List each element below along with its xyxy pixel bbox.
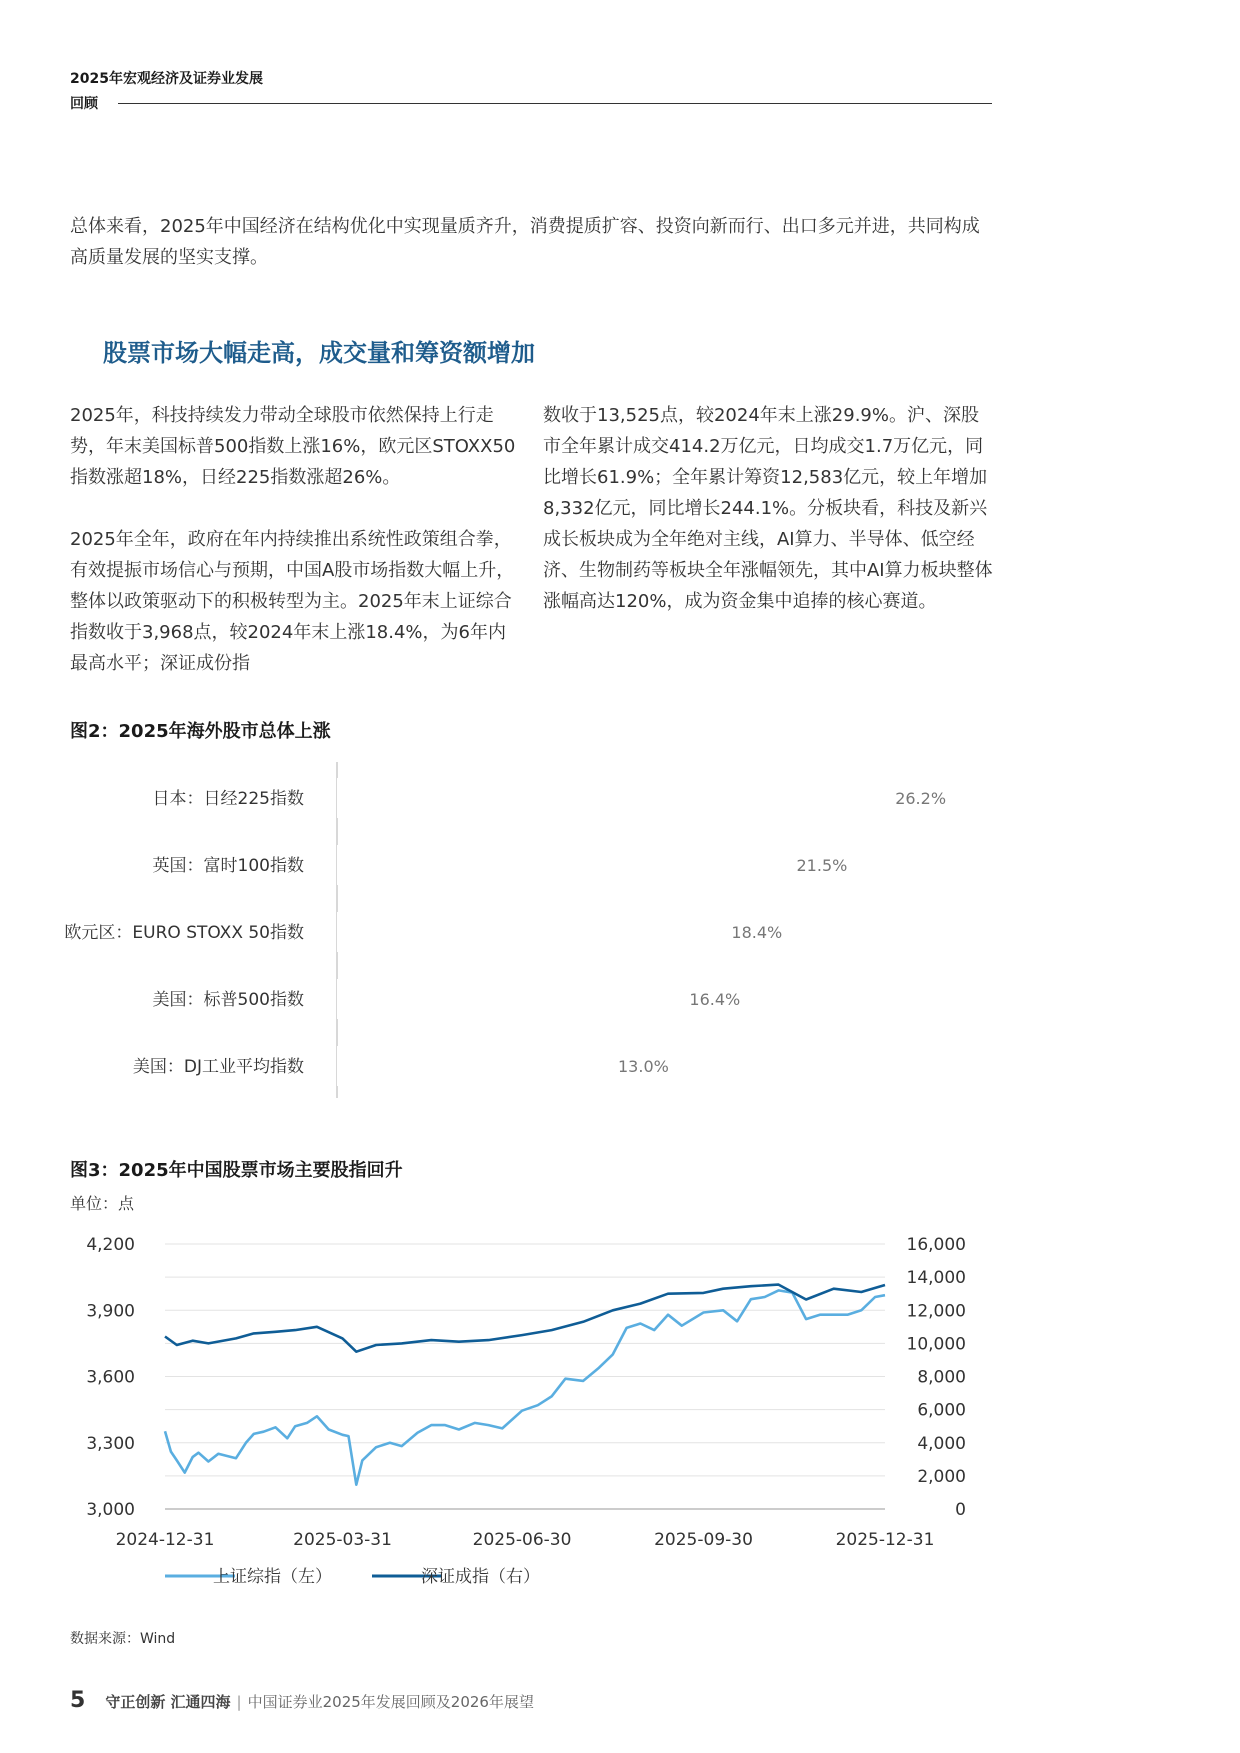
line-chart-unit-label: 单位：点 [70,1195,135,1213]
x-tick-label: 2024-12-31 [115,1530,215,1550]
figure2-title: 图2：2025年海外股市总体上涨 [70,721,331,742]
header-title-line2: 回顾 [70,96,98,112]
y-right-tick-label: 8,000 [917,1367,966,1388]
y-left-tick-label: 3,300 [86,1433,135,1454]
legend-label: 深证成指（右） [421,1567,540,1587]
y-right-tick-label: 16,000 [906,1235,966,1255]
section-title: 股票市场大幅走高，成交量和筹资额增加 [103,339,535,367]
bar [337,845,789,885]
y-left-tick-label: 3,000 [86,1500,135,1520]
bar [337,979,681,1019]
footer-separator: | [236,1693,242,1711]
series-line-szse-component [165,1285,885,1352]
x-tick-label: 2025-09-30 [654,1530,753,1550]
x-tick-label: 2025-12-31 [835,1530,935,1550]
bar-data-label: 21.5% [796,856,848,875]
bar-category-label: 美国：标普500指数 [152,990,304,1010]
y-left-tick-label: 3,600 [86,1367,135,1388]
data-source: 数据来源：Wind [70,1631,176,1647]
body-left-paragraph-2: 2025年全年，政府在年内持续推出系统性政策组合拳，有效提振市场信心与预期，中国A股市场指数大幅上升，整体以政策驱动下的积极转型为主。2025年末上证综合指数收于3,968点，较2024年末上涨18.4%，为6年内最高水平；深证成份指 [70,529,515,674]
bar-data-label: 18.4% [731,923,783,942]
y-left-tick-label: 4,200 [86,1235,135,1255]
header-title-line1: 2025年宏观经济及证券业发展 [70,71,263,87]
series-line-sse-composite [165,1290,885,1484]
bar-data-label: 26.2% [895,789,947,808]
bar-category-label: 英国：富时100指数 [152,856,304,876]
body-right-paragraph-1: 数收于13,525点，较2024年末上涨29.9%。沪、深股市全年累计成交414.2万亿元，日均成交1.7万亿元，同比增长61.9%；全年累计筹资12,583亿元，较上年增加8,332亿元，同比增长244.1%。分板块看，科技及新兴成长板块成为全年绝对主线，AI算力、半导体、低空经济、生物制药等板块全年涨幅领先，其中AI算力板块整体涨幅高达120%，成为资金集中追捧的核心赛道。 [543,405,993,612]
intro-paragraph: 总体来看，2025年中国经济在结构优化中实现量质齐升，消费提质扩容、投资向新而行、出口多元并进，共同构成高质量发展的坚实支撑。 [70,216,980,268]
footer-slogan: 守正创新 汇通四海 [105,1693,231,1711]
header-divider [118,103,992,104]
y-right-tick-label: 14,000 [906,1268,966,1289]
page-footer [70,1688,534,1713]
x-tick-label: 2025-06-30 [472,1530,572,1550]
figure3-title: 图3：2025年中国股票市场主要股指回升 [70,1160,403,1181]
y-right-tick-label: 2,000 [917,1466,966,1487]
bar-data-label: 16.4% [689,990,741,1009]
bar-category-label: 美国：DJ工业平均指数 [132,1057,304,1077]
page-number: 5 [70,1688,86,1713]
y-left-tick-label: 3,900 [86,1301,135,1322]
body-left-paragraph-1: 2025年，科技持续发力带动全球股市依然保持上行走势，年末美国标普500指数上涨16%，欧元区STOXX50指数涨超18%，日经225指数涨超26%。 [70,405,516,488]
bar [337,778,887,818]
x-tick-label: 2025-03-31 [293,1530,392,1550]
legend-label: 上证综指（左） [213,1567,332,1587]
bar [337,1046,610,1086]
figure2-bar-chart [0,760,1240,1110]
y-right-tick-label: 0 [955,1500,966,1520]
bar [337,912,723,952]
y-right-tick-label: 4,000 [917,1433,966,1454]
figure3-line-chart [0,1195,1240,1615]
y-right-tick-label: 12,000 [906,1301,966,1322]
y-right-tick-label: 6,000 [917,1400,966,1421]
bar-category-label: 欧元区：EURO STOXX 50指数 [64,923,304,943]
bar-category-label: 日本：日经225指数 [152,789,304,809]
bar-data-label: 13.0% [618,1057,669,1076]
footer-doc-title: 中国证券业2025年发展回顾及2026年展望 [247,1693,534,1711]
y-right-tick-label: 10,000 [906,1334,966,1355]
